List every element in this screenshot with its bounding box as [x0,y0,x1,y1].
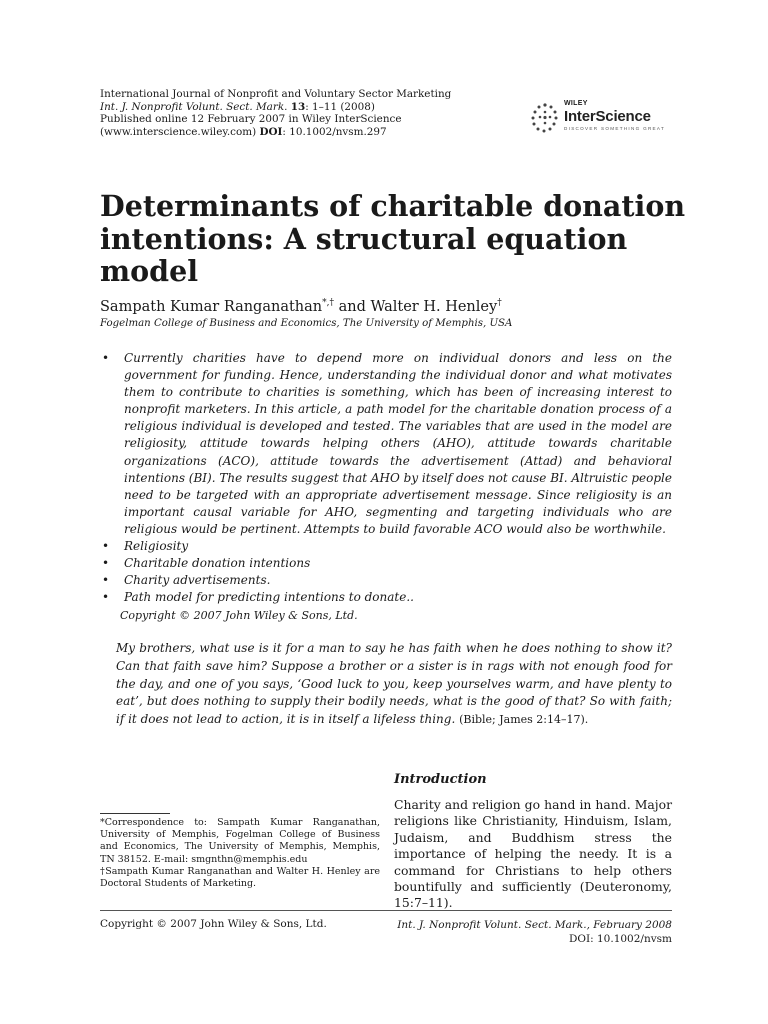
interscience-globe-icon [530,100,560,136]
author-and: and [338,298,366,315]
keyword-bullet [100,572,672,589]
footer-rule [100,910,672,911]
citation-abbrev: Int. J. Nonprofit Volunt. Sect. Mark. [100,100,288,113]
footnote-rule [100,813,170,814]
citation-volume: 13 [290,100,306,113]
bullet-dot: • [102,539,110,554]
doi-value: : 10.1002/nvsm.297 [282,125,387,138]
author-1: Sampath Kumar Ranganathan [100,298,323,315]
keyword-text: Charitable donation intentions [124,556,311,571]
keyword-bullet [100,589,672,606]
author-2: Walter H. Henley [370,298,498,315]
article-title: Determinants of charitable donation intentions: A structural equation model [100,189,686,288]
epigraph [116,640,672,729]
published-line: Published online 12 February 2007 in Wiley InterScience [100,113,402,126]
intro-paragraph: Charity and religion go hand in hand. Major religions like Christianity, Hinduism, Islam, Judaism, and Buddhism stress the importance of helping the needy. It is a command for Christians to help others bountifully and sufficiently (Deuteronomy, 15:7–11). [394,797,672,911]
keyword-text: Charity advertisements. [124,573,271,588]
keyword-bullet [100,555,672,572]
keyword-bullet [100,538,672,555]
journal-url[interactable]: (www.interscience.wiley.com) [100,125,257,138]
authors-note: †Sampath Kumar Ranganathan and Walter H. Henley are Doctoral Students of Marketing. [100,865,380,890]
footnotes [100,817,380,890]
interscience-logo [530,100,680,136]
abstract-summary: Currently charities have to depend more on individual donors and less on the government for funding. Hence, understanding the individual donor and what motivates them to contribute to charities is something, which has been of increasing interest to nonprofit marketers. In this article, a path model for the charitable donation process of a religious individual is developed and tested. The variables that are used in the model are religiosity, attitude towards helping others (AHO), attitude towards charitable organizations (ACO), attitude towards the advertisement (Attad) and behavioral intentions (BI). The results suggest that AHO by itself does not cause BI. Altruistic people need to be targeted with an appropriate advertisement message. Since religiosity is an important causal variable for AHO, segmenting and targeting individuals who are religious would be pertinent. Attempts to build favorable ACO would also be worthwhile. [124,351,672,536]
author-1-marks: *,† [322,298,334,308]
footer-copyright: Copyright © 2007 John Wiley & Sons, Ltd. [100,918,327,930]
section-heading: Introduction [394,772,487,787]
bullet-dot: • [102,556,110,571]
affiliation: Fogelman College of Business and Economics, The University of Memphis, USA [100,318,513,329]
journal-citation [100,101,520,114]
doi-line [100,126,520,139]
journal-name: International Journal of Nonprofit and Voluntary Sector Marketing [100,88,452,100]
wiley-wordmark: WILEY [564,100,588,107]
journal-header [100,88,520,138]
abstract-copyright: Copyright © 2007 John Wiley & Sons, Ltd. [120,609,358,623]
keyword-text: Religiosity [124,539,189,554]
logo-tagline: DISCOVER SOMETHING GREAT [564,126,666,131]
footer-doi: DOI: 10.1002/nvsm [568,933,672,945]
bullet-dot: • [102,573,110,588]
bullet-dot: • [102,351,110,365]
doi-label: DOI [259,125,283,138]
interscience-wordmark: InterScience [564,108,651,125]
abstract-bullet [100,350,672,538]
keyword-text: Path model for predicting intentions to donate.. [124,590,414,605]
abstract [100,350,672,625]
epigraph-source: (Bible; James 2:14–17). [459,713,589,727]
epigraph-text: My brothers, what use is it for a man to say he has faith when he does nothing to show it? Can that faith save him? Suppose a brother or a sister is in rags with not enough food for the day, and one of you says, ‘Good luck to you, keep yourselves warm, and have plenty to eat’, but does nothing to supply their bodily needs, what is the good of that? So with faith; if it does not lead to action, it is in itself a lifeless thing. [116,641,672,727]
bullet-dot: • [102,590,110,605]
author-2-marks: † [497,298,502,308]
footer-journal-date: Int. J. Nonprofit Volunt. Sect. Mark., February 2008 [397,919,672,931]
citation-pages: : 1–11 (2008) [305,100,375,113]
footer-citation [397,918,672,946]
author-line [100,298,502,315]
correspondence-note: *Correspondence to: Sampath Kumar Ranganathan, University of Memphis, Fogelman College of Business and Economics, The University of Memphis, Memphis, TN 38152. E-mail: smgnthn@memphis.edu [100,817,380,865]
